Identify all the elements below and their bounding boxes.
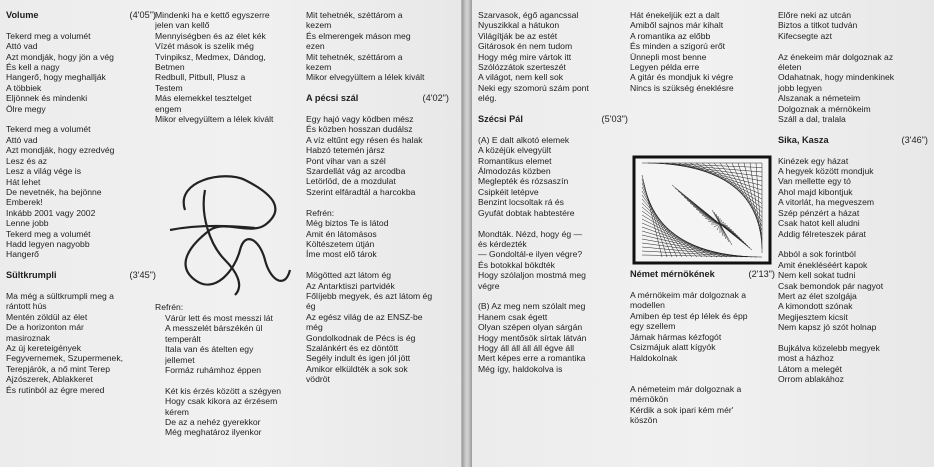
lyric-line: Egy hajó vagy ködben mész <box>306 114 414 125</box>
lyric-line: Szép pénzért a házat <box>778 207 860 218</box>
lyric-line: Szalánkért és ez döntött <box>306 342 399 353</box>
lyric-line: Főlíjebb megyek, és azt látom ég <box>306 290 433 301</box>
lyric-line: És elmerengek máson meg <box>306 30 411 41</box>
song-duration: (3'46") <box>901 134 928 145</box>
lyric-line: Kérdik a sok ipari kém mér' <box>630 404 734 415</box>
lyric-line: kezem <box>306 62 332 73</box>
lyric-line: Redbull, Pitbull, Plusz a <box>155 72 246 83</box>
lyric-line: És kell a nagy <box>6 62 60 73</box>
lyric-line: Neki egy szomorú szám pont <box>478 82 589 93</box>
lyric-line <box>630 280 775 290</box>
lyric-line: És botokkal bökdték <box>478 259 555 270</box>
lyric-line: jelen van kellő <box>155 20 210 31</box>
lyrics-refrain <box>155 313 305 438</box>
lyric-line: Mikor elvegyültem a lélek kivált <box>155 114 274 125</box>
lyric-line: kérem <box>165 406 189 417</box>
refrain-label: Refrén: <box>155 302 184 313</box>
lyric-line: Kifecsegte azt <box>778 30 832 41</box>
lyric-line: Meglepték és rózsaszín <box>478 176 569 187</box>
lyric-line: Amiben ép test ép lélek és épp <box>630 310 748 321</box>
song-title: Sika, Kasza <box>778 134 829 145</box>
lyric-line: Letörlöd, de a mozdulat <box>306 176 396 187</box>
lyric-line <box>306 104 461 114</box>
lyric-line: Mert az élet szolgája <box>778 290 857 301</box>
lyrics-pecsi <box>306 104 461 385</box>
lyric-line: Refrén: <box>306 207 335 218</box>
lyric-line: Addig félreteszek párat <box>778 228 866 239</box>
lyric-line: Hogy áll áll áll áll égve áll <box>478 342 575 353</box>
lyric-line: Íme most elő tárok <box>306 249 377 260</box>
lyric-line: Az új kereteigények <box>6 342 81 353</box>
lyric-line: Odahatnak, hogy mindenkinek <box>778 72 895 83</box>
song-duration: (3'45") <box>129 270 156 281</box>
lyric-line: Mondták. Nézd, hogy ég — <box>478 228 583 239</box>
lyric-line: Hogy csak kikora az érzésem <box>165 396 278 407</box>
lyric-line: Mindenki ha e kettő egyszerre <box>155 10 270 20</box>
lyrics-col3-top <box>306 10 461 83</box>
song-duration: (5'03") <box>601 114 628 125</box>
lyric-line: Kinézek egy házat <box>778 155 849 166</box>
lyric-line <box>778 239 928 249</box>
lyric-line <box>778 41 928 51</box>
lyric-line: Betmen <box>155 62 185 73</box>
lyric-line: (A) E dalt alkotó elemek <box>478 134 570 145</box>
lyric-line: Csipkéit letépve <box>478 186 539 197</box>
lyric-line: Inkább 2001 vagy 2002 <box>6 207 96 218</box>
string-art-graphic <box>632 155 772 265</box>
lyric-line <box>478 124 628 134</box>
lyric-line <box>630 363 775 373</box>
lyric-line: Abból a sok forintból <box>778 249 856 260</box>
lyric-line: Száll a dal, tralala <box>778 114 846 125</box>
lyric-line: Dolgoznak a mérnökeim <box>778 103 871 114</box>
lyric-line: mérnökön <box>630 394 669 405</box>
lyric-line: Az egész világ de az ENSZ-be <box>306 311 423 322</box>
lyric-line: köszön <box>630 414 658 425</box>
lyric-line: Megijesztem kicsit <box>778 311 848 322</box>
right-col-3 <box>778 10 928 385</box>
lyric-line: Tekerd meg a volumét <box>6 30 91 41</box>
lyric-line: Ünnepli most benne <box>630 51 707 62</box>
lyric-line: most a házhoz <box>778 353 834 364</box>
lyric-line: Két kis érzés között a szégyen <box>165 385 282 396</box>
lyric-line: És rutinból az égre mered <box>6 384 105 395</box>
lyric-line: Mit tehetnék, széttárom a <box>306 51 403 62</box>
lyric-line: végre <box>478 280 500 291</box>
lyric-line: Tekerd meg a volumét <box>6 228 91 239</box>
lyric-line: elég. <box>478 93 497 104</box>
lyrics-rcol1-top <box>478 10 628 104</box>
lyric-line: A közéjük elvegyült <box>478 145 552 156</box>
lyric-line: Azt mondják, hogy ezredvég <box>6 145 115 156</box>
lyric-line: Szólózzátok szerteszét <box>478 62 566 73</box>
lyric-line: Lesz a világ vége is <box>6 166 81 177</box>
lyric-line: Nem kell sokat tudni <box>778 270 856 281</box>
song-title-szecsi <box>478 114 628 124</box>
lyric-line: Alszanak a németeim <box>778 93 861 104</box>
lyric-line: Hát lehet <box>6 176 41 187</box>
lyric-line: modellen <box>630 300 665 311</box>
lyric-line: Ölre megy <box>6 103 46 114</box>
lyric-line <box>630 373 775 383</box>
lyric-line: A többiek <box>6 82 42 93</box>
lyric-line: Legyen példa erre <box>630 62 700 73</box>
lyric-line: A mérnökeim már dolgoznak a <box>630 290 747 301</box>
lyric-line: Pont vihar van a szél <box>306 155 386 166</box>
lyric-line: Jámak hármas kézfogót <box>630 331 722 342</box>
lyric-line: Amit énekléséért kapok <box>778 259 868 270</box>
lyric-line: és kérdezték <box>478 238 527 249</box>
lyric-line: Szarvasok, égő agancssal <box>478 10 579 20</box>
lyric-line <box>478 291 628 301</box>
lyrics-col2-top <box>155 10 305 124</box>
lyric-line: Látom a melegét <box>778 363 843 374</box>
lyric-line: És minden a szigorú erőt <box>630 41 726 52</box>
lyric-line: Van mellette egy tó <box>778 176 851 187</box>
lyric-line: Hangerő, hogy meghallják <box>6 72 106 83</box>
lyric-line: Attó vad <box>6 41 38 52</box>
lyric-line: Álmodozás közben <box>478 166 551 177</box>
lyric-line: Csak bemondok pár nagyot <box>778 280 884 291</box>
lyric-line: A németeim már dolgoznak a <box>630 383 742 394</box>
lyrics-rcol2-top <box>630 10 775 93</box>
lyric-line <box>778 145 928 155</box>
lyric-line: A romantika az előbb <box>630 30 711 41</box>
lyric-line: Formáz ruhámhoz éppen <box>165 364 262 375</box>
lyric-line: Attó vad <box>6 134 38 145</box>
lyric-line: Hogy szólaljon mostmá meg <box>478 270 586 281</box>
lyric-line: Még így, haldokolva is <box>478 363 563 374</box>
lyric-line: De a horizonton már <box>6 322 84 333</box>
scribble-drawing <box>165 170 295 300</box>
lyric-line: Mit tehetnék, széttárom a <box>306 10 403 20</box>
song-title-pecsi <box>306 93 449 103</box>
lyric-line: Hát énekeljük ezt a dalt <box>630 10 720 20</box>
lyric-line: Amiből sajnos már kihalt <box>630 20 724 31</box>
lyric-line: Segély indult és igen jól jött <box>306 353 411 364</box>
lyric-line: A hegyek között mondjuk <box>778 166 874 177</box>
lyric-line: Itala van és átelten egy <box>165 344 254 355</box>
lyric-line: még <box>306 322 323 333</box>
song-title-sika <box>778 135 928 145</box>
song-duration: (4'05") <box>129 10 156 20</box>
lyric-line: Terepjárók, a nő mint Terep <box>6 363 110 374</box>
lyric-line: Előre neki az utcán <box>778 10 852 20</box>
lyric-line: Mikor elvegyültem a lélek kivált <box>306 72 425 83</box>
lyric-line: Amit én látomásos <box>306 228 377 239</box>
song-duration: (2'13") <box>748 269 775 280</box>
lyric-line <box>778 333 928 343</box>
lyric-line: jobb legyen <box>778 82 822 93</box>
lyric-line: életen <box>778 62 802 73</box>
lyric-line: Vízét mások is szelik még <box>155 41 254 52</box>
lyric-line: temperált <box>165 333 201 344</box>
lyric-line: Költészetem útján <box>306 238 375 249</box>
lyric-line: Lenne jobb <box>6 218 49 229</box>
lyrics-volume <box>6 20 156 259</box>
left-col-1 <box>6 10 156 395</box>
lyric-line <box>6 114 156 124</box>
lyric-line <box>165 375 305 385</box>
lyric-line: A világot, nem kell sok <box>478 72 564 83</box>
lyric-line: Csak hatot kell aludni <box>778 218 860 229</box>
song-title-sultkrumpli <box>6 270 156 280</box>
lyric-line: Ajzószerek, Ablakkeret <box>6 374 93 385</box>
lyric-line: Mennyiségben és az élet kék <box>155 30 266 41</box>
lyric-line: vödröt <box>306 374 330 385</box>
song-duration: (4'02") <box>422 93 449 104</box>
song-title: Szécsi Pál <box>478 114 523 125</box>
left-page <box>0 0 462 467</box>
lyric-line: Mert képes erre a romantika <box>478 353 586 364</box>
lyric-line: Szardellát vág az arcodba <box>306 166 406 177</box>
lyric-line: Gyufát dobtak habtestére <box>478 207 575 218</box>
lyric-line <box>478 218 628 228</box>
lyric-line: A kimondott szónak <box>778 301 853 312</box>
lyrics-rcol3-top <box>778 10 928 124</box>
lyric-line: Hanem csak égett <box>478 311 548 322</box>
lyric-line: Hadd legyen nagyobb <box>6 238 90 249</box>
lyric-line: Gondolkodnak de Pécs is ég <box>306 332 416 343</box>
lyric-line: Habzó tetemén jársz <box>306 145 385 156</box>
right-col-1 <box>478 10 628 374</box>
lyric-line: Amikor elküldték a sok sok <box>306 363 408 374</box>
lyric-line: Világítják be az estét <box>478 30 558 41</box>
lyric-line: Emberek! <box>6 197 43 208</box>
lyric-line: Nincs is szükség éneklésre <box>630 82 734 93</box>
lyric-line: Eljönnek és mindenki <box>6 93 88 104</box>
lyric-line: Más elemekkel tesztelget <box>155 93 252 104</box>
lyric-line: Mögötted azt látom ég <box>306 270 392 281</box>
lyric-line: ezen <box>306 41 325 52</box>
lyric-line: Benzint locsoltak rá és <box>478 197 564 208</box>
left-col-3 <box>306 10 461 385</box>
lyric-line: Lesz és az <box>6 155 48 166</box>
lyric-line: Bujkálva közelebb megyek <box>778 342 880 353</box>
lyric-line: Nem kapsz jó szót holnap <box>778 322 877 333</box>
lyric-line: Tvinpiksz, Medmex, Dándog, <box>155 51 266 62</box>
lyric-line: — Gondoltál-e ilyen végre? <box>478 249 583 260</box>
song-title-nemet <box>630 269 775 279</box>
lyric-line: ég <box>306 301 316 312</box>
lyric-line <box>306 197 461 207</box>
lyric-line: (B) Az meg nem szólalt meg <box>478 301 586 312</box>
lyric-line: Mentén zöldül az élet <box>6 311 88 322</box>
lyrics-sultkrumpli <box>6 281 156 395</box>
lyrics-szecsi <box>478 124 628 374</box>
lyric-line: De nevetnék, ha bejönne <box>6 186 102 197</box>
lyric-line: Biztos a titkot tudván <box>778 20 858 31</box>
lyric-line: Hogy még mire vártok itt <box>478 51 572 62</box>
lyric-line: Csizmájuk alatt kígyók <box>630 342 716 353</box>
lyric-line: Azt mondják, hogy jön a vég <box>6 51 114 62</box>
lyric-line: Hangerő <box>6 249 39 260</box>
lyric-line: A vitorlát, ha megveszem <box>778 197 875 208</box>
song-title: Német mérnökének <box>630 269 715 280</box>
lyric-line: kezem <box>306 20 332 31</box>
song-title-volume <box>6 10 156 20</box>
lyric-line: De az a nehéz gyerekkor <box>165 416 261 427</box>
lyrics-sika <box>778 145 928 384</box>
lyric-line <box>306 260 461 270</box>
lyric-line: Romantikus elemet <box>478 155 552 166</box>
song-title: A pécsi szál <box>306 93 359 104</box>
lyric-line: masiroznak <box>6 332 50 343</box>
lyric-line: egy szellem <box>630 321 676 332</box>
lyric-line: Még biztos Te is látod <box>306 218 389 229</box>
lyric-line: Még meghatároz ilyenkor <box>165 427 262 438</box>
lyric-line: Haldokolnak <box>630 352 678 363</box>
lyric-line <box>6 20 156 30</box>
lyric-line: Az Antarktiszi partvidék <box>306 280 395 291</box>
lyric-line: rántott hús <box>6 301 47 312</box>
booklet-gutter <box>462 0 472 467</box>
lyric-line <box>6 281 156 291</box>
song-title: Volume <box>6 10 39 20</box>
lyric-line: Az énekeim már dolgoznak az <box>778 51 894 62</box>
lyric-line: Tekerd meg a volumét <box>6 124 91 135</box>
lyric-line: Hogy mentősök sírtak látván <box>478 332 587 343</box>
lyric-line: Szerint elfáradtál a harcokba <box>306 186 416 197</box>
lyric-line: Nyuszikkal a hátukon <box>478 20 560 31</box>
lyric-line: Ma még a sültkrumpli meg a <box>6 290 114 301</box>
lyric-line: A messzelét bárszékén ül <box>165 323 263 334</box>
right-page <box>472 0 934 467</box>
lyric-line: Olyan szépen olyan sárgán <box>478 322 583 333</box>
lyrics-nemet <box>630 280 775 426</box>
lyric-line: Gitárosok én nem tudom <box>478 41 573 52</box>
lyric-line: jellemet <box>165 354 195 365</box>
lyric-line: Ahol majd kibontjuk <box>778 186 853 197</box>
lyric-line: Testem <box>155 82 183 93</box>
lyric-line: A víz eltűnt egy résen és halak <box>306 134 423 145</box>
lyric-line: És közben hosszan dudálsz <box>306 124 413 135</box>
lyric-line: Várúr lett és most messzi lát <box>165 312 273 323</box>
lyric-line: Fegyvernemek, Szupermenek, <box>6 353 124 364</box>
song-title: Sültkrumpli <box>6 270 57 281</box>
lyric-line: Orrom ablakához <box>778 374 844 385</box>
lyric-line: A gitár és mondjuk ki végre <box>630 72 734 83</box>
lyric-line: engem <box>155 103 182 114</box>
